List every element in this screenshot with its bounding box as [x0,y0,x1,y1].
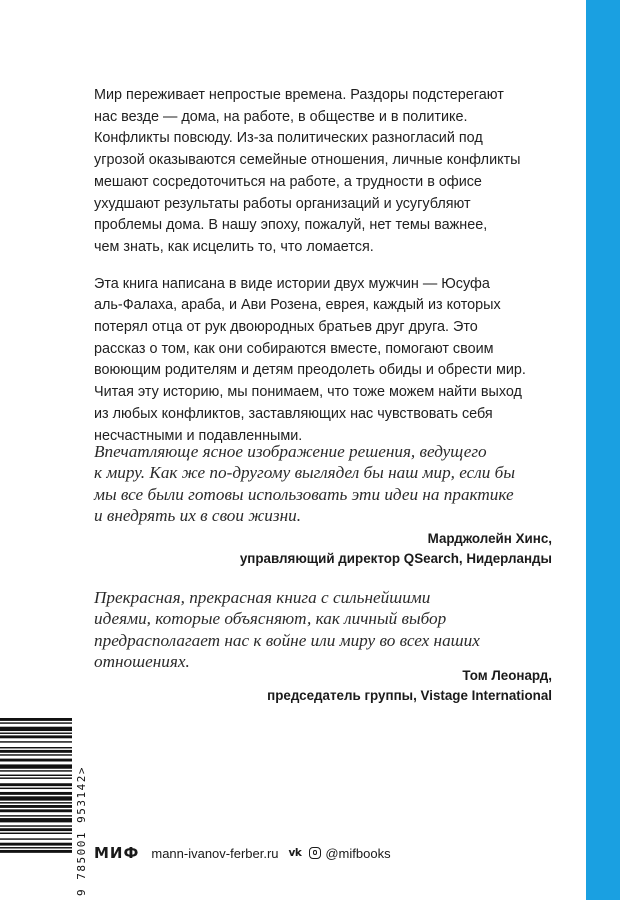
barcode-bar [0,792,72,795]
review-author-2: Том Леонард, [462,668,552,683]
barcode-bar [0,770,72,771]
barcode-bar [0,783,72,786]
isbn-label [74,718,90,896]
barcode-bar [0,722,72,723]
barcode-bar [0,825,72,826]
barcode-bar [0,741,72,742]
spine-stripe [586,0,620,900]
barcode-bar [0,850,72,853]
instagram-icon[interactable] [309,847,321,859]
barcode-bar [0,764,72,768]
review-quote-1: Впечатляюще ясное изображение решения, ведущего к миру. Как же по-другому выглядел бы наш мир, если бы мы все были готовы использовать эти идеи на практике и внедрять их в свои жизни. [94,442,515,525]
barcode-bar [0,796,72,800]
barcode-bar [0,777,72,778]
barcode-bar [0,759,72,762]
barcode-bar [0,828,72,831]
publisher-logo: МИФ [94,844,140,862]
barcode-bar [0,802,72,803]
book-description [94,85,554,447]
barcode [0,718,72,896]
review-role-1: управляющий директор QSearch, Нидерланды [239,551,552,566]
review-attribution-2 [267,666,552,706]
barcode-bar [0,815,72,816]
barcode-bar [0,843,72,846]
website-link[interactable]: mann-ivanov-ferber.ru [151,845,279,861]
description-paragraph-1: Мир переживает непростые времена. Раздоры подстерегают нас везде — дома, на работе, в обществе и в политике. Конфликты повсюду. Из-за политических разногласий под угрозой оказываются семейные отношения, личные конфликты мешают сосредоточиться на работе, а трудности в офисе ухудшают результаты работы организаций и усугубляют проблемы дома. В нашу эпоху, пожалуй, нет темы важнее, чем знать, как исцелить то, что ломается. [94,87,521,255]
barcode-bar [0,838,72,839]
barcode-bar [0,818,72,822]
description-paragraph-2: Эта книга написана в виде истории двух мужчин — Юсуфа аль-Фалаха, араба, и Ави Розена, еврея, каждый из которых потерял отца от рук двоюродных братьев друг друга. Это рассказ о том, как они собираются вместе, помогают своим воюющим родителям и детям преодолеть обиды и обрести мир. Читая эту историю, мы понимаем, что тоже можем найти выход из любых конфликтов, заставляющих нас чувствовать себя несчастными и подавленными. [94,275,526,444]
barcode-bar [0,750,72,753]
barcode-bar [0,788,72,789]
barcode-bar [0,735,72,738]
vk-icon[interactable]: vk [288,847,302,859]
barcode-bar [0,775,72,776]
review-quote-2: Прекрасная, прекрасная книга с сильнейшими идеями, которые объясняют, как личный выбор предрасполагает нас к войне или миру во всех наших отношениях. [94,588,480,671]
review-role-2: председатель группы, Vistage International [267,688,552,703]
isbn-quiet-zone-mark: > [75,766,88,775]
isbn-number: 9 785001 953142 [75,774,88,896]
barcode-bar [0,754,72,755]
barcode-bar [0,833,72,834]
barcode-bar [0,718,72,721]
barcode-bar [0,847,72,848]
barcode-bar [0,805,72,808]
barcode-bar [0,733,72,734]
review-attribution-1 [240,529,552,569]
publisher-footer [94,843,391,863]
social-handle[interactable]: @mifbooks [325,845,391,861]
barcode-bar [0,727,72,731]
barcode-bar [0,809,72,812]
review-author-1: Марджолейн Хинс, [427,531,552,546]
barcode-bar [0,747,72,748]
